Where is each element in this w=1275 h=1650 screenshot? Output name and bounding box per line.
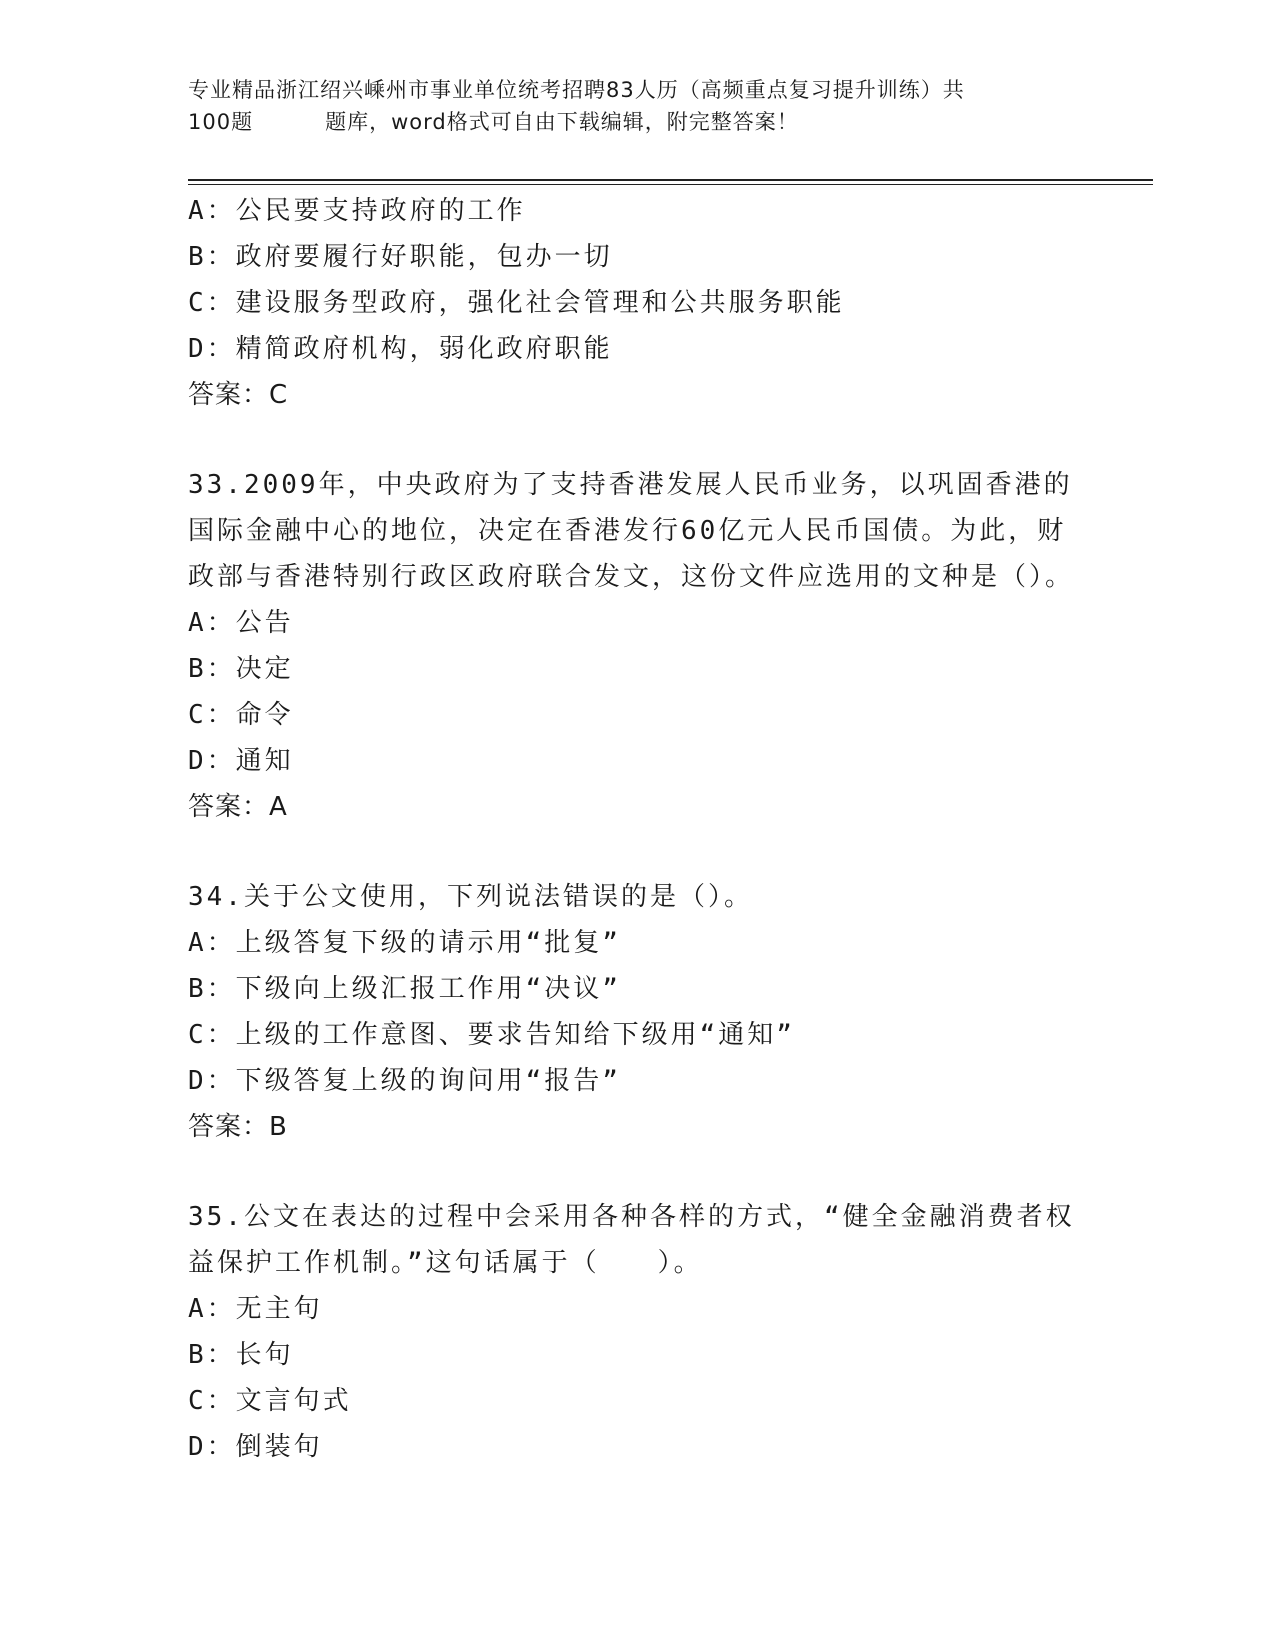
answer-line: 答案：C	[188, 380, 289, 410]
option-d: D：通知	[188, 746, 294, 776]
option-d: D：精简政府机构，弱化政府职能	[188, 334, 613, 364]
question-text: 33.2009年，中央政府为了支持香港发展人民币业务，以巩固香港的国际金融中心的地位，决定在香港发行60亿元人民币国债。为此，财政部与香港特别行政区政府联合发文，这份文件应选用的文种是（）。	[188, 470, 1075, 592]
option-c: C：建设服务型政府，强化社会管理和公共服务职能	[188, 288, 845, 318]
option-a: A：上级答复下级的请示用“批复”	[188, 928, 621, 958]
question-text: 35.公文在表达的过程中会采用各种各样的方式，“健全金融消费者权益保护工作机制。”这句话属于（ ）。	[188, 1202, 1075, 1278]
option-c: C：文言句式	[188, 1386, 352, 1416]
option-a: A：公民要支持政府的工作	[188, 196, 526, 226]
option-a: A：公告	[188, 608, 294, 638]
header-divider-thick	[188, 179, 1153, 181]
option-c: C：上级的工作意图、要求告知给下级用“通知”	[188, 1020, 795, 1050]
header-question-count: 100题	[188, 110, 254, 134]
document-header	[188, 74, 1088, 138]
option-b: B：下级向上级汇报工作用“决议”	[188, 974, 621, 1004]
option-b: B：政府要履行好职能，包办一切	[188, 242, 613, 272]
option-b: B：长句	[188, 1340, 294, 1370]
document-body	[188, 188, 1088, 1470]
question-35	[188, 1194, 1088, 1470]
option-d: D：倒装句	[188, 1432, 323, 1462]
option-a: A：无主句	[188, 1294, 323, 1324]
question-33	[188, 462, 1088, 830]
question-32-continued	[188, 188, 1088, 418]
header-title-line2	[188, 106, 1088, 138]
option-c: C：命令	[188, 700, 294, 730]
option-b: B：决定	[188, 654, 294, 684]
header-title-line1: 专业精品浙江绍兴嵊州市事业单位统考招聘83人历（高频重点复习提升训练）共	[188, 78, 965, 102]
question-34	[188, 874, 1088, 1150]
answer-line: 答案：A	[188, 792, 288, 822]
header-divider-thin	[188, 184, 1153, 185]
answer-line: 答案：B	[188, 1112, 288, 1142]
header-subtitle: 题库，word格式可自由下载编辑，附完整答案！	[325, 110, 799, 134]
question-text: 34.关于公文使用，下列说法错误的是（）。	[188, 882, 753, 912]
option-d: D：下级答复上级的询问用“报告”	[188, 1066, 621, 1096]
